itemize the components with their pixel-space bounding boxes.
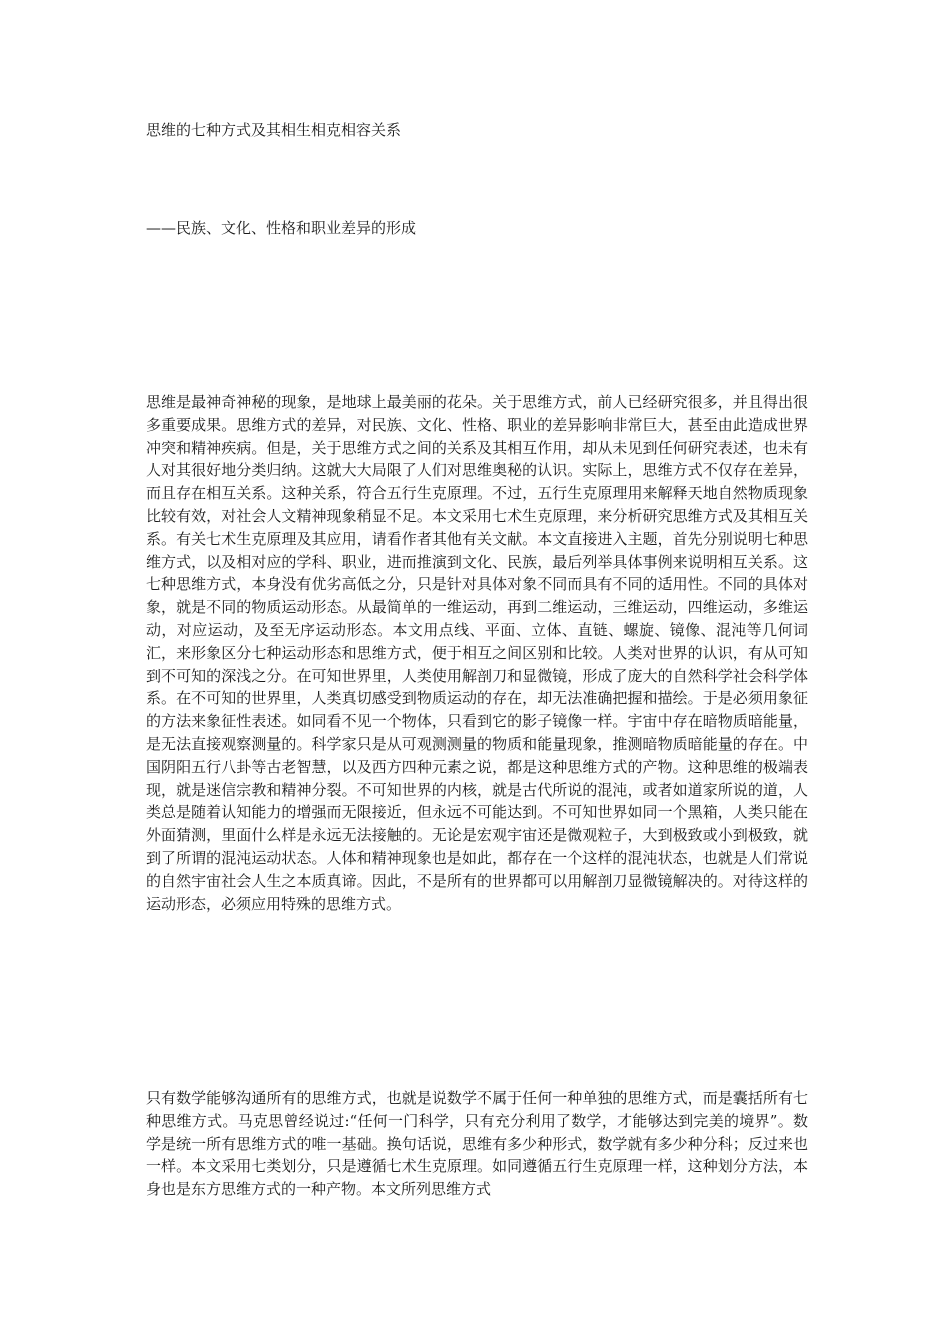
document-title: 思维的七种方式及其相生相克相容关系 bbox=[146, 121, 402, 139]
document-subtitle: ——民族、文化、性格和职业差异的形成 bbox=[146, 219, 417, 237]
body-paragraph-2: 只有数学能够沟通所有的思维方式，也就是说数学不属于任何一种单独的思维方式，而是囊括所有七种思维方式。马克思曾经说过:“任何一门科学，只有充分利用了数学，才能够达到完美的境界”。数学是统一所有思维方式的唯一基础。换句话说，思维有多少种形式，数学就有多少种分科；反过来也一样。本文采用七类划分，只是遵循七术生克原理。如同遵循五行生克原理一样，这种划分方法，本身也是东方思维方式的一种产物。本文所列思维方式 bbox=[146, 1089, 808, 1199]
body-paragraph-1: 思维是最神奇神秘的现象，是地球上最美丽的花朵。关于思维方式，前人已经研究很多，并且得出很多重要成果。思维方式的差异，对民族、文化、性格、职业的差异影响非常巨大，甚至由此造成世界冲突和精神疾病。但是，关于思维方式之间的关系及其相互作用，却从未见到任何研究表述，也未有人对其很好地分类归纳。这就大大局限了人们对思维奥秘的认识。实际上，思维方式不仅存在差异，而且存在相互关系。这种关系，符合五行生克原理。不过，五行生克原理用来解释天地自然物质现象比较有效，对社会人文精神现象稍显不足。本文采用七术生克原理，来分析研究思维方式及其相互关系。有关七术生克原理及其应用，请看作者其他有关文献。本文直接进入主题，首先分别说明七种思维方式，以及相对应的学科、职业，进而推演到文化、民族，最后列举具体事例来说明相互关系。这七种思维方式，本身没有优劣高低之分，只是针对具体对象不同而具有不同的适用性。不同的具体对象，就是不同的物质运动形态。从最简单的一维运动，再到二维运动，三维运动，四维运动，多维运动，对应运动，及至无序运动形态。本文用点线、平面、立体、直链、螺旋、镜像、混沌等几何词汇，来形象区分七种运动形态和思维方式，便于相互之间区别和比较。人类对世界的认识，有从可知到不可知的深浅之分。在可知世界里，人类使用解剖刀和显微镜，形成了庞大的自然科学社会科学体系。在不可知的世界里，人类真切感受到物质运动的存在，却无法准确把握和描绘。于是必须用象征的方法来象征性表述。如同看不见一个物体，只看到它的影子镜像一样。宇宙中存在暗物质暗能量，是无法直接观察测量的。科学家只是从可观测测量的物质和能量现象，推测暗物质暗能量的存在。中国阴阳五行八卦等古老智慧，以及西方四种元素之说，都是这种思维方式的产物。这种思维的极端表现，就是迷信宗教和精神分裂。不可知世界的内核，就是古代所说的混沌，或者如道家所说的道，人类总是随着认知能力的增强而无限接近，但永远不可能达到。不可知世界如同一个黑箱，人类只能在外面猜测，里面什么样是永远无法接触的。无论是宏观宇宙还是微观粒子，大到极致或小到极致，就到了所谓的混沌运动状态。人体和精神现象也是如此，都存在一个这样的混沌状态，也就是人们常说的自然宇宙社会人生之本质真谛。因此，不是所有的世界都可以用解剖刀显微镜解决的。对待这样的运动形态，必须应用特殊的思维方式。 bbox=[146, 393, 808, 913]
